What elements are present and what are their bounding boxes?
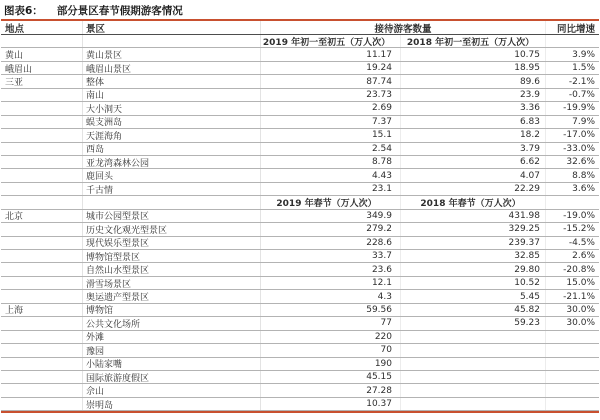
cell-visitors-2018: 3.36 — [401, 102, 546, 114]
cell-location — [1, 156, 83, 168]
cell-visitors-2018: 329.25 — [401, 223, 546, 235]
table-row — [1, 277, 599, 290]
cell-growth: 3.6% — [572, 184, 595, 195]
cell-area: 崇明岛 — [83, 398, 261, 410]
cell-visitors-2018: 6.62 — [401, 156, 546, 168]
cell-visitors-2019: 228.6 — [261, 237, 401, 249]
cell-visitors-2018: 239.37 — [401, 237, 546, 249]
cell-location — [1, 290, 83, 302]
cell-location — [1, 183, 83, 195]
cell-area: 大小洞天 — [83, 102, 261, 114]
cell-growth: -20.8% — [563, 264, 595, 275]
cell-location — [1, 116, 83, 128]
cell-visitors-2018 — [401, 384, 546, 396]
cell-visitors-2018 — [401, 398, 546, 410]
cell-visitors-2018: 22.29 — [401, 183, 546, 195]
cell-visitors-2019: 4.3 — [261, 290, 401, 302]
cell-area: 城市公园型景区 — [83, 210, 261, 222]
subheader-2018-holiday: 2018 年初一至初五（万人次） — [401, 35, 546, 47]
cell-location: 三亚 — [1, 75, 83, 87]
cell-growth: -2.1% — [568, 76, 595, 87]
table-row — [1, 156, 599, 169]
cell-growth: -19.9% — [563, 103, 595, 114]
header-growth: 同比增速 — [556, 23, 595, 34]
table-row — [1, 398, 599, 411]
cell-area: 滑雪场景区 — [83, 277, 261, 289]
cell-visitors-2018: 32.85 — [401, 250, 546, 262]
table-row — [1, 89, 599, 102]
cell-visitors-2018: 29.80 — [401, 263, 546, 275]
cell-area: 自然山水型景区 — [83, 263, 261, 275]
cell-visitors-2019: 23.73 — [261, 89, 401, 101]
cell-growth — [546, 344, 599, 356]
cell-location — [1, 143, 83, 155]
cell-area: 峨眉山景区 — [83, 62, 261, 74]
cell-location — [1, 102, 83, 114]
cell-growth — [546, 384, 599, 396]
cell-area: 现代娱乐型景区 — [83, 237, 261, 249]
cell-area: 公共文化场所 — [83, 317, 261, 329]
cell-location — [1, 358, 83, 370]
table-row — [1, 290, 599, 303]
cell-visitors-2019: 8.78 — [261, 156, 401, 168]
cell-area: 小陆家嘴 — [83, 358, 261, 370]
festival-subheader-row — [1, 196, 599, 209]
cell-growth — [546, 331, 599, 343]
cell-location — [1, 371, 83, 383]
cell-visitors-2018: 45.82 — [401, 304, 546, 316]
subheader-2019-festival: 2019 年春节（万人次） — [261, 196, 401, 208]
cell-growth: 30.0% — [566, 304, 595, 315]
table-row — [1, 237, 599, 250]
cell-area: 奥运遗产型景区 — [83, 290, 261, 302]
cell-growth: -19.0% — [563, 210, 595, 221]
cell-location — [1, 317, 83, 329]
table-row — [1, 263, 599, 276]
cell-area: 佘山 — [83, 384, 261, 396]
cell-visitors-2019: 279.2 — [261, 223, 401, 235]
cell-growth: -0.7% — [568, 89, 595, 100]
cell-visitors-2019: 33.7 — [261, 250, 401, 262]
cell-location — [1, 237, 83, 249]
table-row — [1, 129, 599, 142]
cell-location — [1, 344, 83, 356]
cell-growth: 15.0% — [566, 278, 595, 289]
table-row — [1, 304, 599, 317]
cell-area: 历史文化观光型景区 — [83, 223, 261, 235]
cell-growth: -4.5% — [568, 237, 595, 248]
table-row — [1, 331, 599, 344]
cell-visitors-2018 — [401, 344, 546, 356]
visitors-table — [1, 21, 599, 411]
cell-location — [1, 250, 83, 262]
table-body — [1, 48, 599, 411]
cell-growth: 30.0% — [566, 318, 595, 329]
cell-visitors-2018: 18.2 — [401, 129, 546, 141]
cell-location — [1, 398, 83, 410]
cell-visitors-2019: 45.15 — [261, 371, 401, 383]
cell-visitors-2018: 23.9 — [401, 89, 546, 101]
cell-visitors-2019: 12.1 — [261, 277, 401, 289]
cell-area: 南山 — [83, 89, 261, 101]
cell-area: 黄山景区 — [83, 48, 261, 60]
table-row — [1, 223, 599, 236]
subheader-2018-festival: 2018 年春节（万人次） — [401, 196, 546, 208]
cell-growth: 8.8% — [572, 170, 595, 181]
header-area: 景区 — [83, 21, 261, 34]
cell-growth — [546, 358, 599, 370]
subheader-spacer — [546, 196, 599, 208]
cell-location — [1, 129, 83, 141]
table-row — [1, 344, 599, 357]
cell-visitors-2018: 6.83 — [401, 116, 546, 128]
cell-location — [1, 277, 83, 289]
cell-visitors-2019: 7.37 — [261, 116, 401, 128]
cell-area: 博物馆 — [83, 304, 261, 316]
cell-visitors-2019: 2.69 — [261, 102, 401, 114]
cell-area: 天涯海角 — [83, 129, 261, 141]
cell-growth: 2.6% — [572, 251, 595, 262]
table-row — [1, 317, 599, 330]
cell-area: 鹿回头 — [83, 169, 261, 181]
holiday-subheader-row — [1, 35, 599, 48]
cell-area: 西岛 — [83, 143, 261, 155]
cell-visitors-2019: 349.9 — [261, 210, 401, 222]
table-header-row — [1, 21, 599, 35]
table-row — [1, 143, 599, 156]
table-row — [1, 75, 599, 88]
cell-area: 亚龙湾森林公园 — [83, 156, 261, 168]
table-row — [1, 62, 599, 75]
cell-visitors-2019: 77 — [261, 317, 401, 329]
cell-location — [1, 169, 83, 181]
cell-visitors-2019: 10.37 — [261, 398, 401, 410]
figure-title-text: 部分景区春节假期游客情况 — [56, 4, 183, 17]
subheader-spacer — [83, 35, 261, 47]
header-visitors-group: 接待游客数量 — [261, 21, 546, 34]
cell-area: 博物馆型景区 — [83, 250, 261, 262]
cell-location — [1, 89, 83, 101]
cell-area: 国际旅游度假区 — [83, 371, 261, 383]
cell-visitors-2018: 5.45 — [401, 290, 546, 302]
cell-growth — [546, 398, 599, 410]
cell-visitors-2018: 10.75 — [401, 48, 546, 60]
cell-area: 千古情 — [83, 183, 261, 195]
cell-visitors-2019: 15.1 — [261, 129, 401, 141]
cell-growth: 1.5% — [572, 63, 595, 74]
cell-growth: -21.1% — [563, 291, 595, 302]
cell-growth: -17.0% — [563, 130, 595, 141]
header-location: 地点 — [1, 21, 83, 34]
cell-growth: 3.9% — [572, 49, 595, 60]
subheader-spacer — [83, 196, 261, 208]
table-row — [1, 116, 599, 129]
subheader-2019-holiday: 2019 年初一至初五（万人次） — [261, 35, 401, 47]
table-row — [1, 102, 599, 115]
cell-location: 峨眉山 — [1, 62, 83, 74]
cell-visitors-2019: 70 — [261, 344, 401, 356]
cell-visitors-2019: 11.17 — [261, 48, 401, 60]
table-row — [1, 210, 599, 223]
cell-location — [1, 384, 83, 396]
cell-growth: 7.9% — [572, 116, 595, 127]
cell-visitors-2019: 4.43 — [261, 169, 401, 181]
cell-visitors-2018: 18.95 — [401, 62, 546, 74]
cell-visitors-2019: 87.74 — [261, 75, 401, 87]
cell-visitors-2018 — [401, 358, 546, 370]
cell-visitors-2019: 23.6 — [261, 263, 401, 275]
cell-visitors-2019: 190 — [261, 358, 401, 370]
table-row — [1, 48, 599, 61]
table-row — [1, 358, 599, 371]
cell-visitors-2019: 220 — [261, 331, 401, 343]
cell-visitors-2018: 10.52 — [401, 277, 546, 289]
bottom-accent-rule — [1, 411, 599, 413]
cell-visitors-2019: 23.1 — [261, 183, 401, 195]
cell-growth — [546, 371, 599, 383]
cell-area: 外滩 — [83, 331, 261, 343]
cell-visitors-2018 — [401, 331, 546, 343]
cell-visitors-2018: 89.6 — [401, 75, 546, 87]
cell-growth: -15.2% — [563, 224, 595, 235]
table-row — [1, 169, 599, 182]
figure-title-row — [1, 2, 599, 18]
figure-label: 图表6： — [4, 4, 43, 17]
cell-location — [1, 223, 83, 235]
cell-growth: 32.6% — [566, 157, 595, 168]
cell-visitors-2018: 4.07 — [401, 169, 546, 181]
cell-growth: -33.0% — [563, 143, 595, 154]
cell-visitors-2019: 27.28 — [261, 384, 401, 396]
subheader-spacer — [546, 35, 599, 47]
cell-visitors-2018: 3.79 — [401, 143, 546, 155]
subheader-spacer — [1, 35, 83, 47]
cell-area: 蜈支洲岛 — [83, 116, 261, 128]
cell-location — [1, 331, 83, 343]
table-row — [1, 371, 599, 384]
subheader-spacer — [1, 196, 83, 208]
cell-location: 上海 — [1, 304, 83, 316]
cell-area: 整体 — [83, 75, 261, 87]
table-row — [1, 384, 599, 397]
cell-location: 黄山 — [1, 48, 83, 60]
cell-visitors-2018: 59.23 — [401, 317, 546, 329]
table-row — [1, 183, 599, 196]
cell-location — [1, 263, 83, 275]
cell-visitors-2018: 431.98 — [401, 210, 546, 222]
cell-area: 豫园 — [83, 344, 261, 356]
cell-location: 北京 — [1, 210, 83, 222]
cell-visitors-2018 — [401, 371, 546, 383]
table-row — [1, 250, 599, 263]
cell-visitors-2019: 59.56 — [261, 304, 401, 316]
cell-visitors-2019: 19.24 — [261, 62, 401, 74]
cell-visitors-2019: 2.54 — [261, 143, 401, 155]
